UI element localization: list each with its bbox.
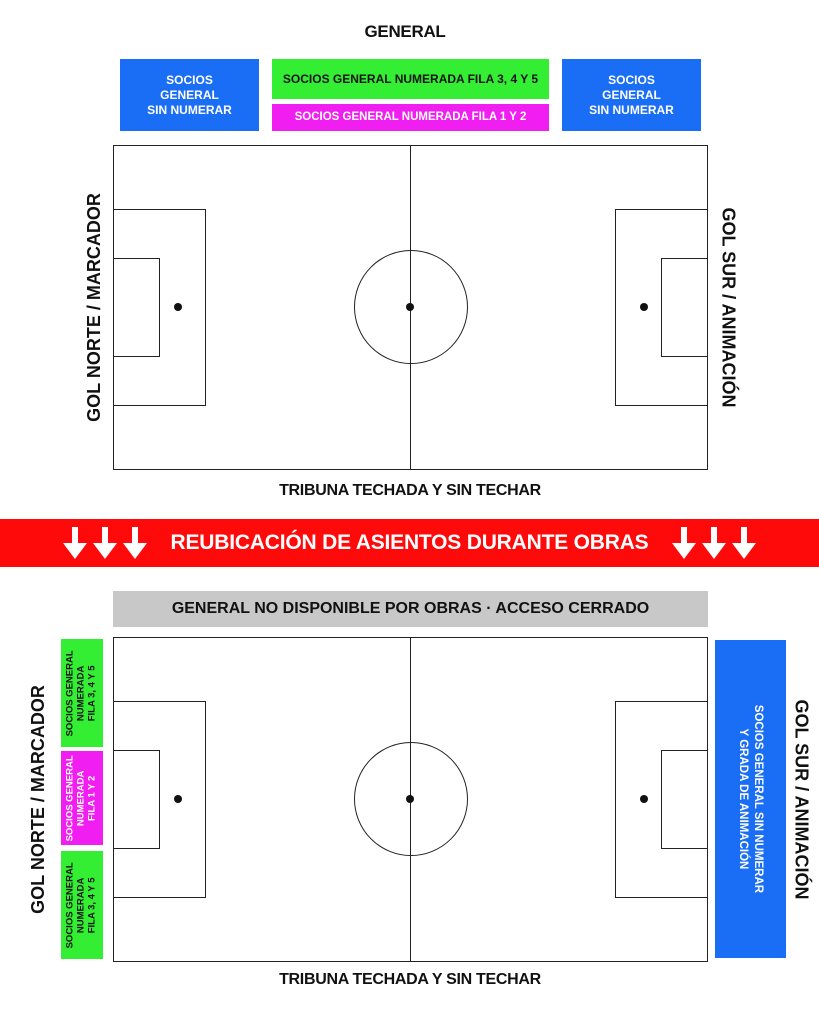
right-penalty-spot <box>640 795 648 803</box>
left-penalty-spot <box>174 795 182 803</box>
top-tribuna-label: TRIBUNA TECHADA Y SIN TECHAR <box>279 482 541 499</box>
top-center-magenta-numerada: SOCIOS GENERAL NUMERADA FILA 1 Y 2 <box>272 104 549 131</box>
right-goal-area <box>661 750 708 849</box>
left-goal-area <box>113 258 160 357</box>
box-line: Y GRADA DE ANIMACIÓN <box>737 728 750 870</box>
center-spot <box>406 795 414 803</box>
left-penalty-spot <box>174 303 182 311</box>
box-line: SIN NUMERAR <box>147 102 232 117</box>
box-line: GENERAL <box>602 87 661 102</box>
box-line: SIN NUMERAR <box>589 102 674 117</box>
bottom-left-box-fila-3-4-5-bottom <box>61 851 103 959</box>
right-goal-area <box>661 258 708 357</box>
relocation-banner <box>0 519 819 567</box>
side-label-text: GOL SUR / ANIMACIÓN <box>718 207 739 408</box>
box-line: SOCIOS GENERAL <box>64 861 76 949</box>
top-left-socios-sin-numerar <box>120 59 259 131</box>
box-line: SOCIOS <box>608 72 655 87</box>
box-line: FILA 3, 4 Y 5 <box>86 877 98 933</box>
box-line: FILA 3, 4 Y 5 <box>86 665 98 721</box>
side-label-text: GOL SUR / ANIMACIÓN <box>791 699 812 900</box>
banner-title: REUBICACIÓN DE ASIENTOS DURANTE OBRAS <box>170 531 649 554</box>
box-line: SOCIOS GENERAL <box>64 754 76 842</box>
banner-left-arrows <box>63 527 147 559</box>
top-general-heading: GENERAL <box>364 22 446 41</box>
arrow-down-icon <box>702 527 726 559</box>
bottom-football-pitch <box>113 637 708 962</box>
box-line: SOCIOS GENERAL <box>64 649 76 737</box>
banner-right-arrows <box>672 527 756 559</box>
box-line: SOCIOS GENERAL SIN NUMERAR <box>752 704 765 894</box>
bottom-gol-norte-label <box>18 637 58 962</box>
top-football-pitch <box>113 145 708 470</box>
box-line: NUMERADA <box>75 877 87 933</box>
arrow-down-icon <box>63 527 87 559</box>
right-penalty-spot <box>640 303 648 311</box>
top-center-green-numerada: SOCIOS GENERAL NUMERADA FILA 3, 4 Y 5 <box>272 59 549 99</box>
center-spot <box>406 303 414 311</box>
arrow-down-icon <box>93 527 117 559</box>
bottom-tribuna-label: TRIBUNA TECHADA Y SIN TECHAR <box>279 971 541 988</box>
bottom-right-sin-numerar-animacion <box>715 640 786 958</box>
box-line: GENERAL <box>160 87 219 102</box>
box-line: SOCIOS <box>166 72 213 87</box>
top-gol-sur-label <box>708 145 748 470</box>
box-line: NUMERADA <box>75 770 87 826</box>
bottom-left-box-fila-3-4-5-top <box>61 639 103 747</box>
box-line: NUMERADA <box>75 665 87 721</box>
bottom-gol-sur-label <box>783 637 819 962</box>
left-goal-area <box>113 750 160 849</box>
arrow-down-icon <box>732 527 756 559</box>
bottom-left-box-fila-1-2 <box>61 751 103 845</box>
box-line: FILA 1 Y 2 <box>86 775 98 821</box>
side-label-text: GOL NORTE / MARCADOR <box>27 685 48 914</box>
side-label-text: GOL NORTE / MARCADOR <box>83 193 104 422</box>
general-closed-bar: GENERAL NO DISPONIBLE POR OBRAS · ACCESO CERRADO <box>113 591 708 627</box>
top-gol-norte-label <box>74 145 114 470</box>
top-right-socios-sin-numerar <box>562 59 701 131</box>
arrow-down-icon <box>123 527 147 559</box>
arrow-down-icon <box>672 527 696 559</box>
